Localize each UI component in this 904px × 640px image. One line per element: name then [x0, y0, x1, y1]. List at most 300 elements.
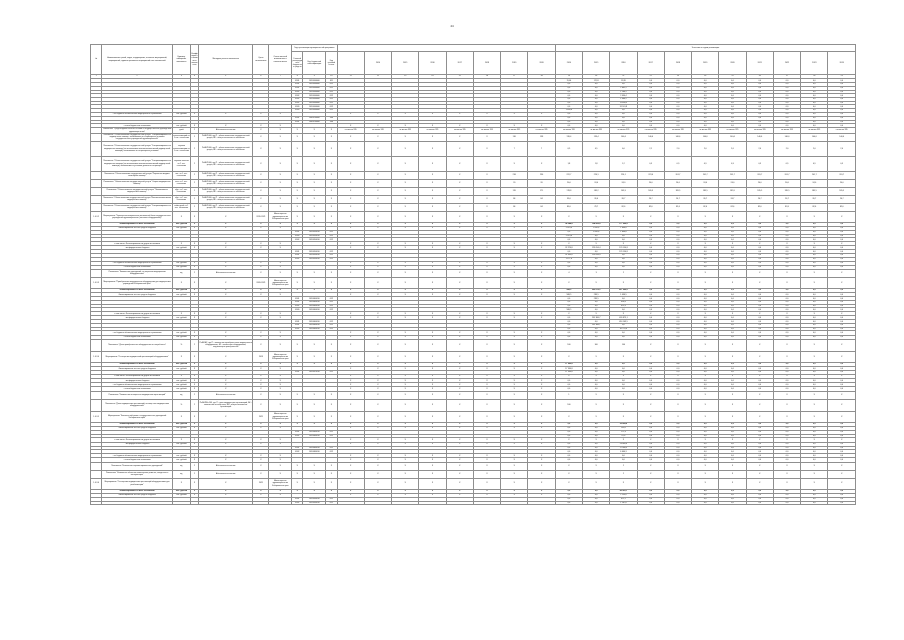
table-cell: X [828, 438, 856, 442]
header-col-method: Методика расчета показателя [198, 45, 253, 75]
table-cell: X [337, 112, 364, 116]
row-name-cell: - из бюджета обязательного медицинского страхования [102, 331, 172, 335]
table-cell: X [501, 331, 528, 335]
table-cell: X [473, 331, 500, 335]
table-cell: 7 [501, 141, 528, 156]
table-cell: 0,0 [583, 120, 610, 124]
table-cell: 0,0 [637, 265, 664, 269]
table-cell: X [610, 399, 637, 411]
table-cell: X [337, 493, 364, 497]
table-cell: 0,0 [637, 387, 664, 391]
row-name-cell: Показатель "Объем оказания государственной услуги "Паллиативная медицинская помощь" [102, 187, 172, 195]
table-cell: X [664, 411, 691, 422]
table-cell: X [292, 203, 303, 211]
table-cell: X [828, 242, 856, 246]
table-cell: 0,0 [583, 97, 610, 101]
table-cell: X [446, 277, 473, 288]
table-cell: 0,0 [746, 86, 773, 90]
table-cell: 0,0 [801, 316, 828, 320]
table-cell: X [528, 387, 555, 391]
table-cell: не менее 335 [419, 128, 446, 133]
table-cell: X [337, 156, 364, 171]
table-cell: X [392, 362, 419, 366]
table-cell: X [253, 222, 269, 226]
header-col-index: 23 [664, 75, 691, 79]
table-cell: X [198, 379, 253, 383]
table-cell: X [419, 478, 446, 489]
table-cell: X [253, 316, 269, 320]
table-cell: X [392, 195, 419, 203]
table-cell: 2019-2021 [253, 211, 269, 222]
table-cell: 0,0 [719, 450, 746, 454]
table-cell: X [473, 478, 500, 489]
table-cell: X [392, 265, 419, 269]
table-cell: X [364, 203, 391, 211]
table-cell: 0,0 [746, 250, 773, 254]
table-cell: X [269, 391, 292, 399]
table-cell: 346 [326, 120, 337, 124]
table-cell: 0,0 [664, 79, 691, 83]
table-cell: 0,0 [637, 79, 664, 83]
table-cell: X [555, 462, 582, 470]
header-col-index: 14 [419, 75, 446, 79]
table-cell: тыс. рублей [172, 265, 190, 269]
table-cell: X [446, 438, 473, 442]
table-cell: X [528, 462, 555, 470]
table-cell: X [528, 265, 555, 269]
table-cell: 0,0 [719, 79, 746, 83]
table-cell: X [269, 261, 292, 265]
table-cell: 0,0 [555, 442, 582, 446]
table-cell: 0,0 [746, 327, 773, 331]
table-cell: 185,5 [692, 187, 719, 195]
table-cell: X [337, 383, 364, 387]
table-cell: 0,0 [583, 489, 610, 493]
table-cell: X [692, 399, 719, 411]
table-cell: 2 159,0 [610, 493, 637, 497]
table-cell: 0,0 [773, 458, 800, 462]
table-cell: X [528, 293, 555, 297]
table-cell: X [337, 374, 364, 378]
table-cell: 0,0 [555, 379, 582, 383]
table-cell: X [528, 226, 555, 230]
table-cell: 185,5 [773, 187, 800, 195]
table-cell: 0,0 [692, 324, 719, 328]
table-cell: 0902 [292, 97, 303, 101]
table-cell: X [419, 331, 446, 335]
table-cell: X [501, 478, 528, 489]
table-cell: X [528, 331, 555, 335]
table-cell: X [392, 442, 419, 446]
table-cell: X [473, 454, 500, 458]
table-cell: X [473, 171, 500, 179]
table-cell: X [801, 312, 828, 316]
table-cell: 0,0 [692, 446, 719, 450]
table-cell: 17 000,3 [610, 446, 637, 450]
table-cell: 0,0 [719, 226, 746, 230]
table-cell: 0,0 [692, 246, 719, 250]
table-cell: 0901 [292, 297, 303, 301]
table-cell: X [501, 339, 528, 351]
table-cell: 0,0 [555, 327, 582, 331]
table-cell: 0,0 [583, 105, 610, 109]
table-cell: 0,0 [801, 257, 828, 261]
table-cell: 0,0 [664, 112, 691, 116]
table-cell: X [337, 261, 364, 265]
table-cell: тыс. рублей [172, 367, 190, 371]
table-cell: 0,0 [828, 367, 856, 371]
table-cell: 0,0 [773, 501, 800, 505]
table-cell: X [801, 438, 828, 442]
table-cell: 0,0 [664, 446, 691, 450]
table-cell: 0,0 [583, 362, 610, 366]
table-cell: X [253, 269, 269, 277]
table-cell: 0,0 [719, 300, 746, 304]
table-cell: 0,0 [773, 97, 800, 101]
table-cell: X [269, 293, 292, 297]
table-cell: тыс. рублей [172, 489, 190, 493]
table-cell: 0,0 [555, 231, 582, 235]
table-cell: 612 [326, 431, 337, 435]
table-cell: 0,0 [746, 124, 773, 128]
table-cell: 0,0 [664, 387, 691, 391]
table-cell: X [528, 156, 555, 171]
table-cell: X [190, 367, 198, 371]
table-cell: X [419, 470, 446, 478]
table-cell: X [364, 331, 391, 335]
table-cell: X [392, 493, 419, 497]
table-cell: X [190, 379, 198, 383]
table-cell: 24,0 [664, 179, 691, 187]
table-cell: 0,0 [664, 222, 691, 226]
table-cell: 1 080,5 [610, 97, 637, 101]
table-cell: X [555, 312, 582, 316]
table-cell: X [637, 242, 664, 246]
table-cell: X [253, 470, 269, 478]
table-cell: X [392, 383, 419, 387]
table-cell: X [746, 312, 773, 316]
table-cell: 0,0 [746, 458, 773, 462]
table-cell: X [446, 383, 473, 387]
table-cell: 0,0 [719, 90, 746, 94]
table-cell: X [392, 156, 419, 171]
header-year-fin: 2019 [692, 52, 719, 75]
table-cell: X [253, 112, 269, 116]
table-cell: X [198, 277, 253, 288]
table-cell: 0,0 [828, 324, 856, 328]
table-cell: 612 [326, 434, 337, 438]
table-cell: X [269, 265, 292, 269]
table-cell: 0,0 [583, 90, 610, 94]
table-cell: 0,0 [801, 105, 828, 109]
table-cell: 426 873,1 [610, 316, 637, 320]
table-cell: 169,9 [610, 187, 637, 195]
table-cell: 0,0 [637, 254, 664, 258]
table-cell: 0,0 [719, 493, 746, 497]
row-name-cell: Показатель "Среднегодовая занятость койки в государственных учреждениях здравоохранения" [102, 128, 172, 133]
table-cell: X [172, 211, 190, 222]
table-cell [337, 501, 364, 505]
table-cell: X [419, 391, 446, 399]
table-cell: X [292, 462, 303, 470]
table-cell: 0,0 [610, 261, 637, 265]
table-cell: X [419, 179, 446, 187]
table-cell: 0,0 [719, 109, 746, 113]
table-cell: X [528, 399, 555, 411]
table-cell: X [473, 179, 500, 187]
table-cell: X [419, 261, 446, 265]
table-cell: 0,0 [664, 254, 691, 258]
table-cell: X [637, 399, 664, 411]
header-col-index: 10 [326, 75, 337, 79]
table-cell: X [337, 470, 364, 478]
table-cell: 0,0 [773, 426, 800, 430]
table-cell: 0,0 [664, 442, 691, 446]
table-cell: X [446, 411, 473, 422]
table-cell: X [303, 351, 326, 362]
table-cell: 0,0 [692, 288, 719, 292]
table-cell: 0,0 [555, 112, 582, 116]
table-cell: X [292, 179, 303, 187]
table-row [91, 141, 856, 156]
table-cell: 0,0 [664, 90, 691, 94]
table-cell: 0,0 [773, 101, 800, 105]
table-cell: 2 [190, 128, 198, 133]
table-cell: X [253, 379, 269, 383]
table-cell: X [528, 422, 555, 426]
table-cell: X [501, 391, 528, 399]
table-cell: X [269, 187, 292, 195]
table-cell: X [446, 478, 473, 489]
table-cell: X [392, 374, 419, 378]
table-cell: X [446, 269, 473, 277]
table-cell [501, 501, 528, 505]
table-cell: 0,0 [719, 454, 746, 458]
table-cell: X [528, 411, 555, 422]
table-cell: X [392, 367, 419, 371]
table-cell: X [555, 242, 582, 246]
table-cell [198, 501, 253, 505]
table-cell: X [364, 411, 391, 422]
table-cell: 0,0 [719, 288, 746, 292]
table-cell: X [637, 411, 664, 422]
table-cell: 0,0 [664, 116, 691, 120]
table-cell: X [326, 462, 337, 470]
table-cell: X [419, 458, 446, 462]
table-cell: 0,0 [828, 94, 856, 98]
table-cell: 0901 [292, 83, 303, 87]
table-cell: 0,0 [583, 261, 610, 265]
table-cell: 0,0 [746, 246, 773, 250]
row-number-cell [91, 187, 102, 195]
table-cell: X [719, 391, 746, 399]
table-cell: 0,0 [801, 383, 828, 387]
table-cell: X [269, 339, 292, 351]
table-cell: 0,0 [610, 124, 637, 128]
table-cell: X [419, 112, 446, 116]
header-year-fin: 2021 [746, 52, 773, 75]
table-cell: тыс. рублей [172, 442, 190, 446]
table-cell: X [446, 351, 473, 362]
table-cell: 0909 [292, 105, 303, 109]
table-cell: X [337, 288, 364, 292]
table-cell: 0,0 [801, 331, 828, 335]
table-cell: X [419, 222, 446, 226]
table-cell: 140,6 [610, 133, 637, 141]
table-cell: 0,0 [610, 257, 637, 261]
table-cell: 0,0 [719, 489, 746, 493]
table-cell: 0,0 [664, 265, 691, 269]
table-cell: X [337, 387, 364, 391]
row-name-cell: - из федерального бюджета [102, 316, 172, 320]
table-cell: X [337, 312, 364, 316]
table-cell: 0,0 [692, 422, 719, 426]
table-cell: X [337, 246, 364, 250]
table-cell: 0,0 [637, 101, 664, 105]
table-cell: 0,0 [773, 300, 800, 304]
table-cell: Министерство здравоохранения Хабаровского края [269, 411, 292, 422]
table-cell: X [446, 379, 473, 383]
table-cell: X [473, 458, 500, 462]
table-cell: X [198, 362, 253, 366]
table-cell: X [198, 374, 253, 378]
table-cell: X [337, 226, 364, 230]
table-cell: 0,0 [801, 222, 828, 226]
table-cell: X [446, 156, 473, 171]
table-cell: 1 177,8 [555, 257, 582, 261]
table-cell: 0,0 [773, 387, 800, 391]
table-cell: 0,0 [692, 383, 719, 387]
table-cell: 185,2 [583, 187, 610, 195]
row-number-cell [91, 195, 102, 203]
table-cell: 0,0 [719, 254, 746, 258]
table-cell: 0,0 [692, 105, 719, 109]
table-cell: 0,0 [746, 335, 773, 339]
table-cell: Абсолютное значение [198, 128, 253, 133]
table-cell: X [473, 133, 500, 141]
table-cell: X [292, 399, 303, 411]
table-cell: X [773, 312, 800, 316]
table-cell: X [337, 462, 364, 470]
table-cell: 0,0 [828, 109, 856, 113]
table-cell: 0,0 [719, 335, 746, 339]
table-cell: 612 [326, 90, 337, 94]
table-cell: X [473, 288, 500, 292]
table-cell: X [501, 458, 528, 462]
table-cell: 0,0 [637, 304, 664, 308]
table-cell: X [190, 226, 198, 230]
table-cell: 0,0 [664, 300, 691, 304]
table-cell: 0,0 [773, 446, 800, 450]
table-cell: 0,0 [719, 442, 746, 446]
header-year-fin: 2015 [583, 52, 610, 75]
header-col-index: 20 [583, 75, 610, 79]
table-cell: 0,0 [555, 304, 582, 308]
table-cell: 0,0 [828, 226, 856, 230]
table-cell: тыс. рублей [172, 293, 190, 297]
table-cell [392, 501, 419, 505]
table-cell: X [446, 493, 473, 497]
table-cell: X [446, 112, 473, 116]
table-cell: 0,0 [555, 250, 582, 254]
table-row [91, 133, 856, 141]
table-cell: X [773, 269, 800, 277]
table-cell: X [337, 454, 364, 458]
table-cell: 0,0 [692, 101, 719, 105]
table-cell: 0,0 [583, 124, 610, 128]
table-cell: X [337, 242, 364, 246]
table-cell: 0,0 [664, 458, 691, 462]
table-cell: 0902 [292, 304, 303, 308]
table-cell: 0,0 [610, 387, 637, 391]
table-cell: 0,0 [801, 120, 828, 124]
table-cell: 0,0 [828, 101, 856, 105]
table-cell: 0,9 [692, 156, 719, 171]
table-cell: X [419, 133, 446, 141]
table-cell: X [326, 399, 337, 411]
table-cell: X [326, 156, 337, 171]
table-cell: X [253, 288, 269, 292]
table-cell: 0,0 [664, 422, 691, 426]
table-cell: 0,0 [610, 234, 637, 238]
row-number-cell [91, 141, 102, 156]
table-cell: не менее 335 [337, 128, 364, 133]
table-cell: П=ΔF/ΔZ, где П - количество приобретенного медицинского оборудования, ΔZ - количество оборудования, подлежащего приобретению [198, 339, 253, 351]
table-cell: X [473, 265, 500, 269]
table-cell: 0,0 [692, 120, 719, 124]
table-cell: X [392, 387, 419, 391]
table-cell: 0,0 [746, 383, 773, 387]
table-cell: 0901 [292, 320, 303, 324]
table-cell: 0901 [292, 86, 303, 90]
table-cell: 0,0 [583, 327, 610, 331]
table-cell: X [326, 351, 337, 362]
table-cell: X [528, 269, 555, 277]
table-cell: X [501, 312, 528, 316]
table-cell: X [337, 265, 364, 269]
table-cell: 0,0 [692, 94, 719, 98]
table-cell: X [303, 187, 326, 195]
table-cell: 0,0 [801, 293, 828, 297]
header-col-name: Наименование целей, задач, подпрограмм, основных мероприятий, мероприятий, административных мероприятий и их показателей [102, 45, 172, 75]
table-cell: X [473, 312, 500, 316]
table-cell: X [446, 339, 473, 351]
table-cell: 0,0 [773, 324, 800, 328]
table-cell: 0,0 [746, 367, 773, 371]
table-cell: 0902 [292, 501, 303, 505]
table-cell: 0,0 [583, 383, 610, 387]
table-cell: X [528, 312, 555, 316]
table-cell: X [773, 478, 800, 489]
table-cell: X [303, 288, 326, 292]
table-cell: X [190, 362, 198, 366]
table-cell: 0,0 [637, 497, 664, 501]
table-cell: X [473, 187, 500, 195]
table-cell: X [364, 335, 391, 339]
header-year-fin: 2024 [828, 52, 856, 75]
table-cell: X [583, 399, 610, 411]
table-cell: X [473, 339, 500, 351]
table-cell: 0,0 [555, 94, 582, 98]
table-cell: не менее 335 [446, 128, 473, 133]
table-cell: X [392, 312, 419, 316]
table-cell: X [198, 493, 253, 497]
table-cell: 612 [326, 304, 337, 308]
table-cell: X [337, 331, 364, 335]
table-cell: 0,0 [828, 83, 856, 87]
row-number-cell [91, 269, 102, 277]
table-cell: 239,0 [610, 426, 637, 430]
